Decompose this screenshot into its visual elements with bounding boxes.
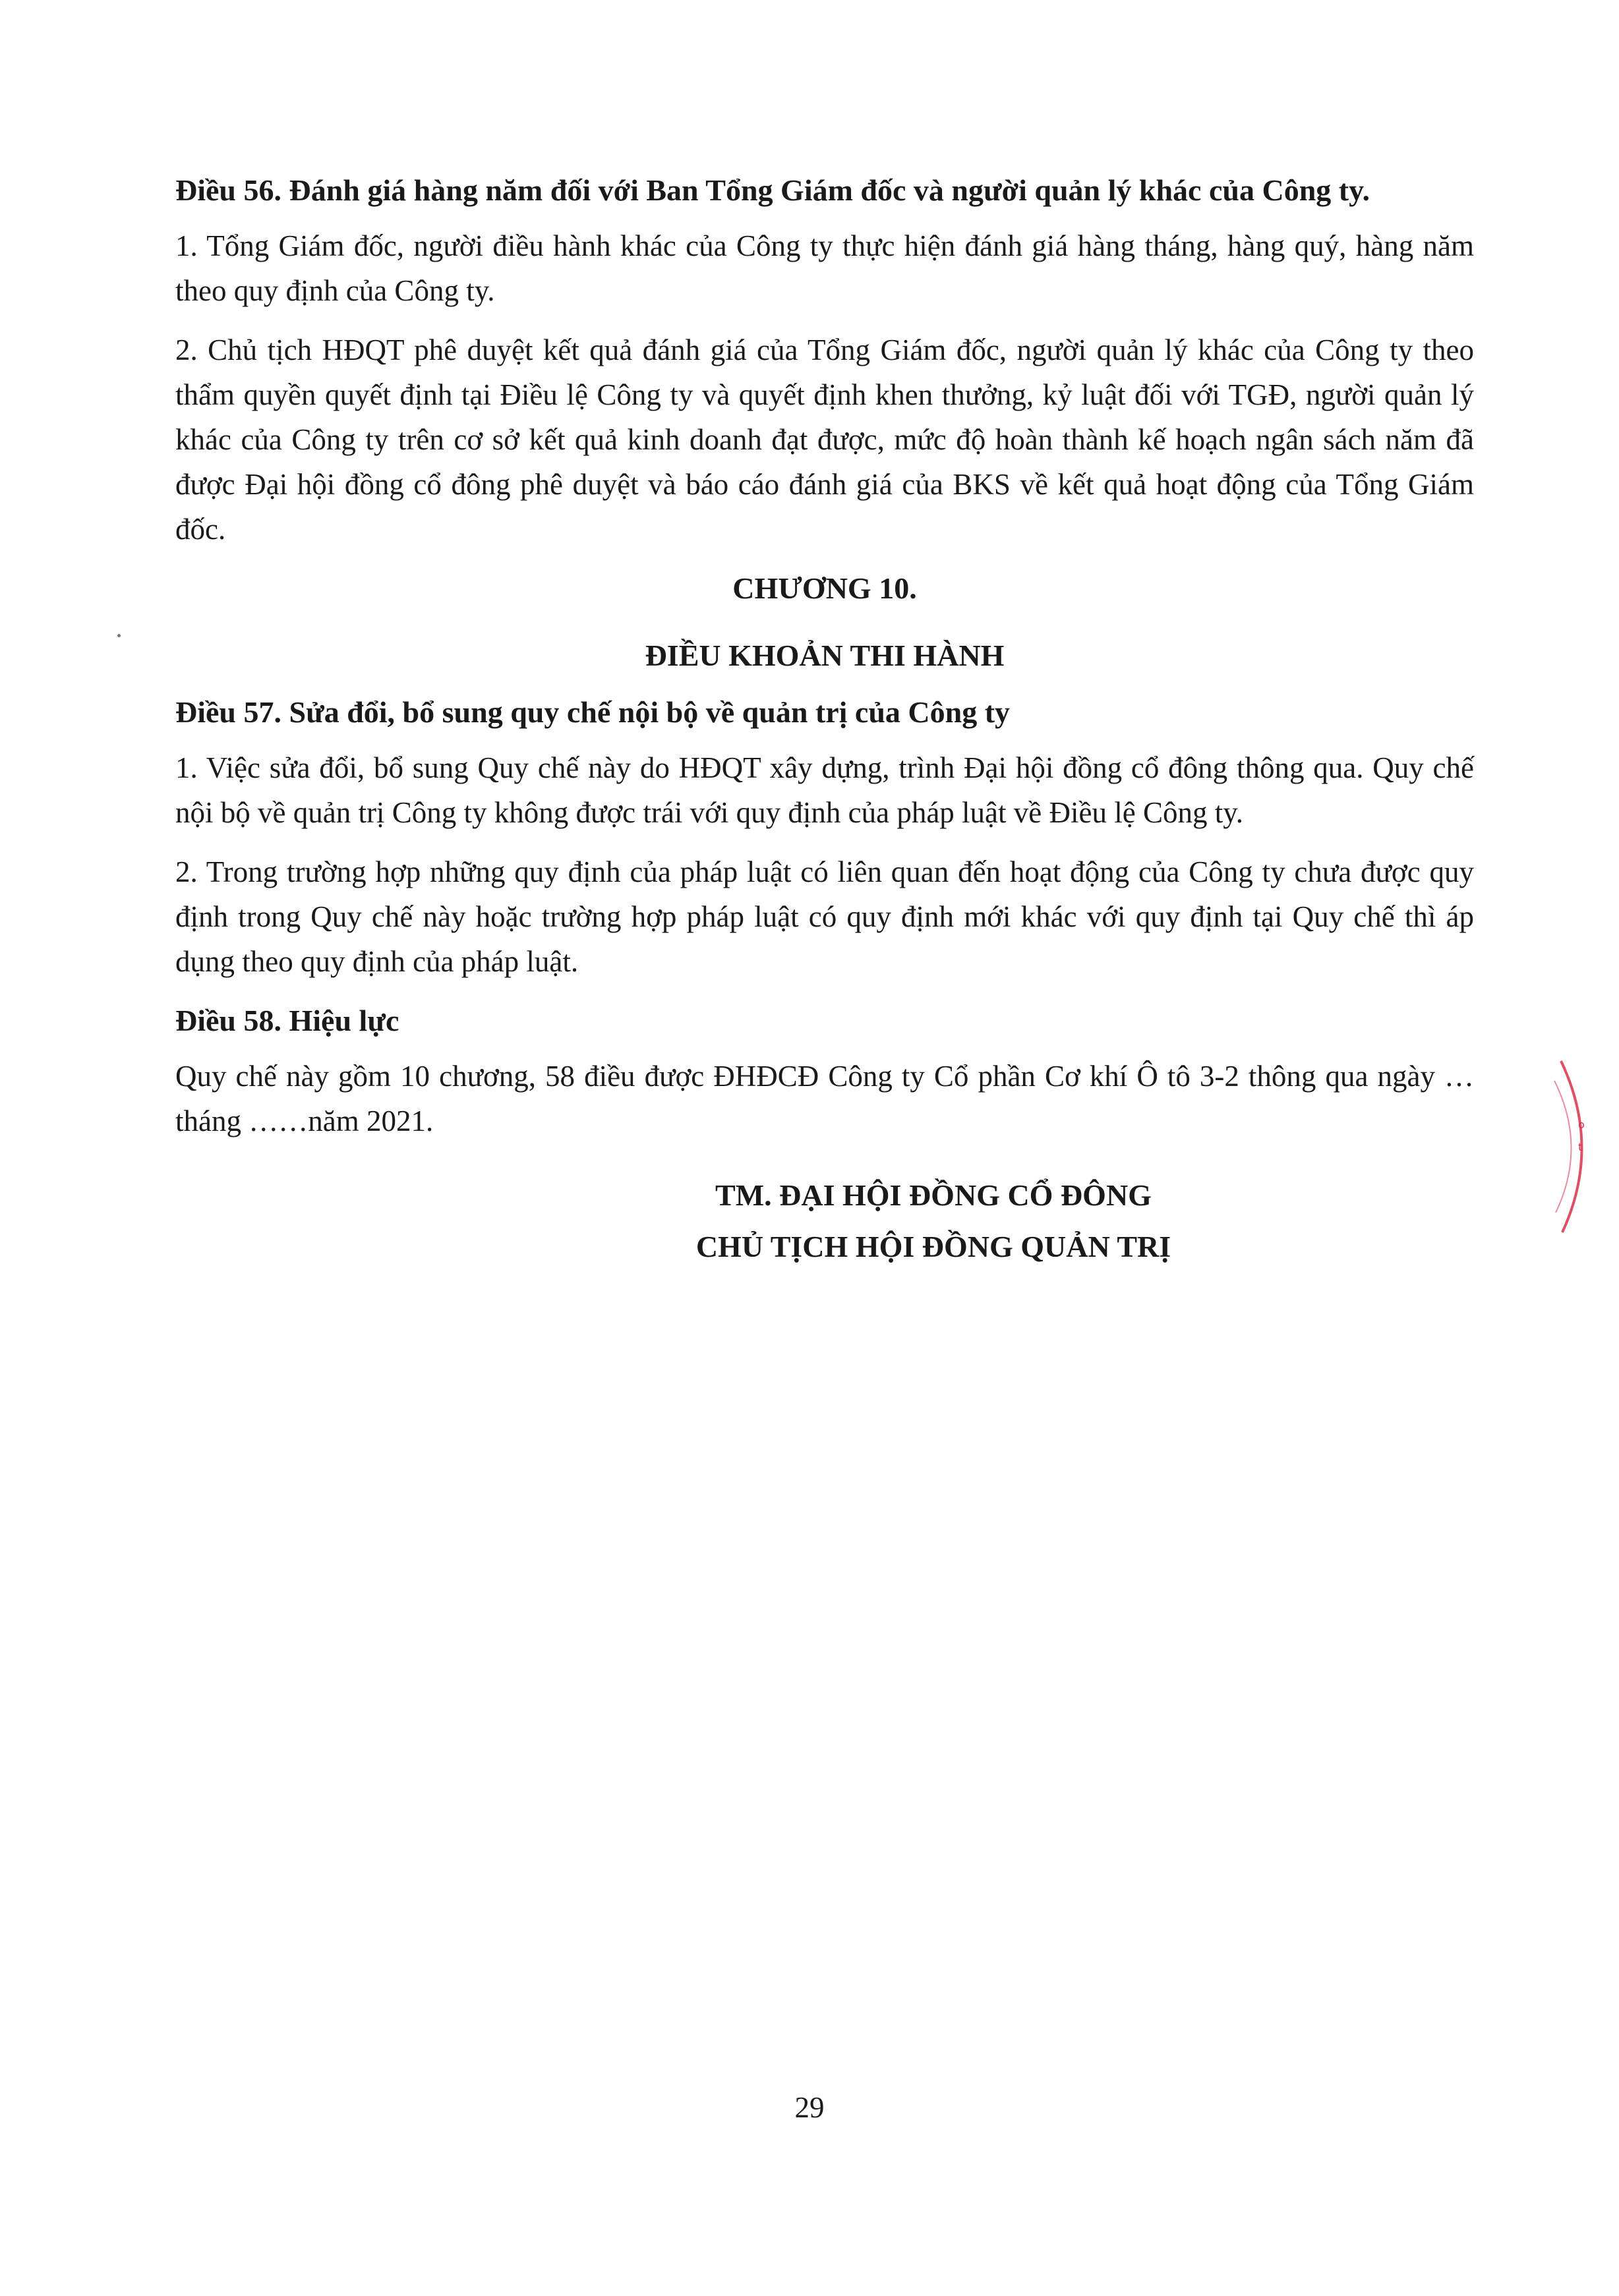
- seal-stamp-edge: [1549, 1054, 1608, 1239]
- page-number: 29: [794, 2091, 825, 2124]
- chapter-title: ĐIỀU KHOẢN THI HÀNH: [645, 639, 1005, 672]
- article-57-paragraph-2: 2. Trong trường hợp những quy định của pháp luật có liên quan đến hoạt động của Công ty chưa được quy định trong Quy chế này hoặc trường hợp pháp luật có quy định mới khác với quy định tại Quy chế thì áp dụng theo quy định của pháp luật.: [175, 855, 1474, 978]
- article-56-paragraph-2: 2. Chủ tịch HĐQT phê duyệt kết quả đánh giá của Tổng Giám đốc, người quản lý khác của Công ty theo thẩm quyền quyết định tại Điều lệ Công ty và quyết định khen thưởng, kỷ luật đối với TGĐ, người quản lý khác của Công ty trên cơ sở kết quả kinh doanh đạt được, mức độ hoàn thành kế hoạch ngân sách năm đã được Đại hội đồng cổ đông phê duyệt và báo cáo đánh giá của BKS về kết quả hoạt động của Tổng Giám đốc.: [175, 333, 1474, 546]
- signature-line-2: CHỦ TỊCH HỘI ĐỒNG QUẢN TRỊ: [695, 1230, 1171, 1263]
- article-56-paragraph-1: 1. Tổng Giám đốc, người điều hành khác của Công ty thực hiện đánh giá hàng tháng, hàng quý, hàng năm theo quy định của Công ty.: [175, 229, 1474, 307]
- article-57-paragraph-1: 1. Việc sửa đổi, bổ sung Quy chế này do HĐQT xây dựng, trình Đại hội đồng cổ đông thông qua. Quy chế nội bộ về quản trị Công ty không được trái với quy định của pháp luật về Điều lệ Công ty.: [175, 751, 1474, 829]
- signature-line-1: TM. ĐẠI HỘI ĐỒNG CỔ ĐÔNG: [715, 1178, 1152, 1212]
- chapter-number: CHƯƠNG 10.: [732, 571, 917, 605]
- svg-text:t: t: [1578, 1141, 1583, 1153]
- article-58-paragraph-1: Quy chế này gồm 10 chương, 58 điều được ĐHĐCĐ Công ty Cổ phần Cơ khí Ô tô 3-2 thông qua ngày … tháng ……năm 2021.: [175, 1060, 1474, 1137]
- page-content: [175, 168, 1474, 1273]
- scan-speck: [117, 634, 121, 637]
- article-57-title: Điều 57. Sửa đổi, bổ sung quy chế nội bộ về quản trị của Công ty: [175, 695, 1011, 729]
- svg-text:o: o: [1578, 1118, 1585, 1131]
- signature-block: [175, 1170, 1474, 1273]
- article-56-title: Điều 56. Đánh giá hàng năm đối với Ban Tổng Giám đốc và người quản lý khác của Công ty.: [175, 173, 1370, 207]
- article-58-title: Điều 58. Hiệu lực: [175, 1004, 399, 1037]
